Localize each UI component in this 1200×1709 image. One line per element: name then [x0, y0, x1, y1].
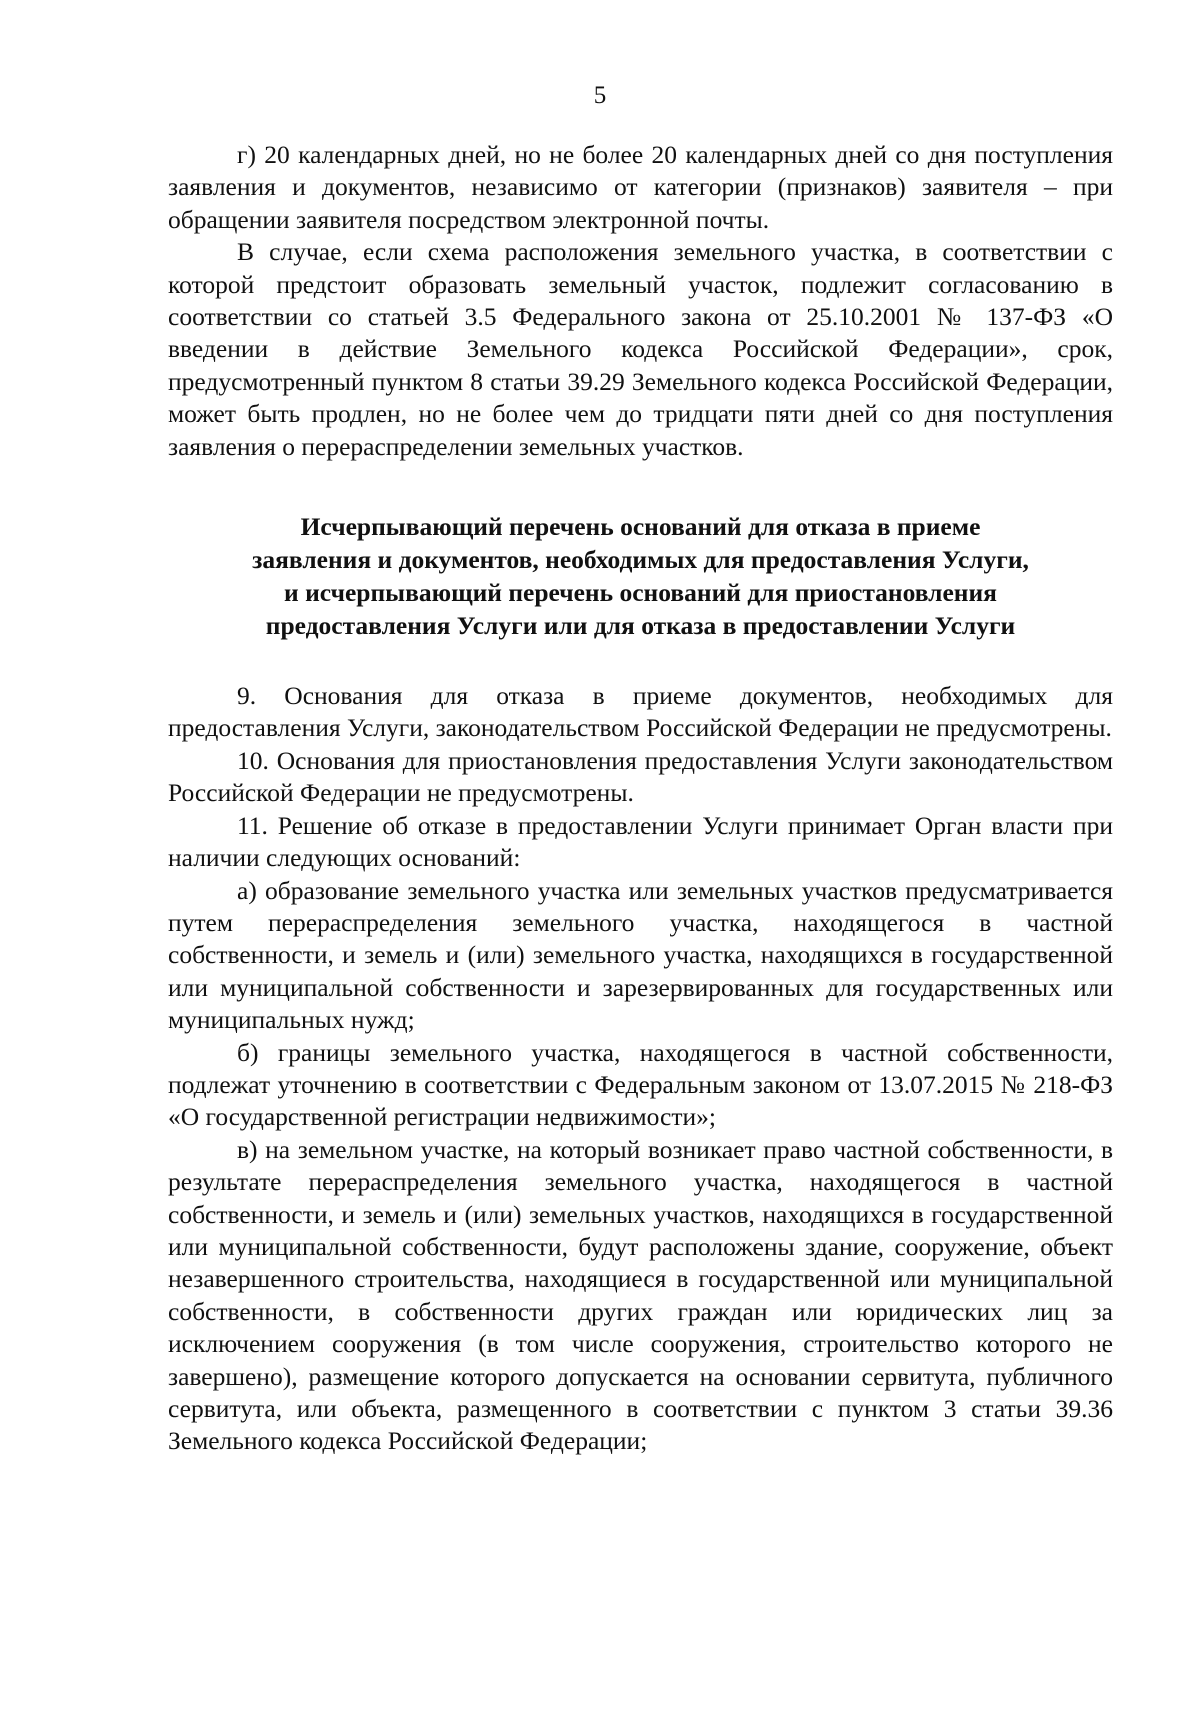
heading-line: заявления и документов, необходимых для предоставления Услуги, [252, 545, 1029, 575]
paragraph-deadline-g: г) 20 календарных дней, но не более 20 календарных дней со дня поступления заявления и документов, независимо от категории (признаков) заявителя – при обращении заявителя посредством электронной почты. [168, 140, 1113, 234]
page-number: 5 [593, 82, 607, 109]
document-body [168, 139, 1113, 1458]
paragraph-item-11-b: б) границы земельного участка, находящегося в частной собственности, подлежат уточнению в соответствии с Федеральным законом от 13.07.2015 № 218-ФЗ «О государственной регистрации недвижимости»; [168, 1037, 1113, 1132]
heading-line: Исчерпывающий перечень оснований для отказа в приеме [300, 512, 981, 542]
paragraph-item-11: 11. Решение об отказе в предоставлении Услуги принимает Орган власти при наличии следующих оснований: [168, 810, 1113, 873]
paragraph-item-11-a: а) образование земельного участка или земельных участков предусматривается путем перераспределения земельного участка, находящегося в частной собственности, и земель и (или) земельного участка, находящихся в государственной или муниципальной собственности и зарезервированных для государственных или муниципальных нужд; [168, 875, 1113, 1035]
heading-line: предоставления Услуги или для отказа в предоставлении Услуги [265, 611, 1016, 641]
section-heading [168, 510, 1113, 642]
paragraph-item-10: 10. Основания для приостановления предоставления Услуги законодательством Российской Федерации не предусмотрены. [168, 745, 1113, 808]
paragraph-extension: В случае, если схема расположения земельного участка, в соответствии с которой предстоит образовать земельный участок, подлежит согласованию в соответствии со статьей 3.5 Федерального закона от 25.10.2001 № 137-ФЗ «О введении в действие Земельного кодекса Российской Федерации», срок, предусмотренный пунктом 8 статьи 39.29 Земельного кодекса Российской Федерации, может быть продлен, но не более чем до тридцати пяти дней со дня поступления заявления о перераспределении земельных участков. [168, 237, 1113, 461]
paragraph-item-11-v: в) на земельном участке, на который возникает право частной собственности, в результате перераспределения земельного участка, находящегося в частной собственности, и земель и (или) земельных участков, находящихся в государственной или муниципальной собственности, будут расположены здание, сооружение, объект незавершенного строительства, находящиеся в государственной или муниципальной собственности, в собственности других граждан или юридических лиц за исключением сооружения (в том числе сооружения, строительство которого не завершено), размещение которого допускается на основании сервитута, публичного сервитута, или объекта, размещенного в соответствии с пунктом 3 статьи 39.36 Земельного кодекса Российской Федерации; [168, 1134, 1113, 1456]
heading-line: и исчерпывающий перечень оснований для приостановления [284, 578, 997, 608]
paragraph-item-9: 9. Основания для отказа в приеме документов, необходимых для предоставления Услуги, законодательством Российской Федерации не предусмотрены. [168, 681, 1113, 743]
